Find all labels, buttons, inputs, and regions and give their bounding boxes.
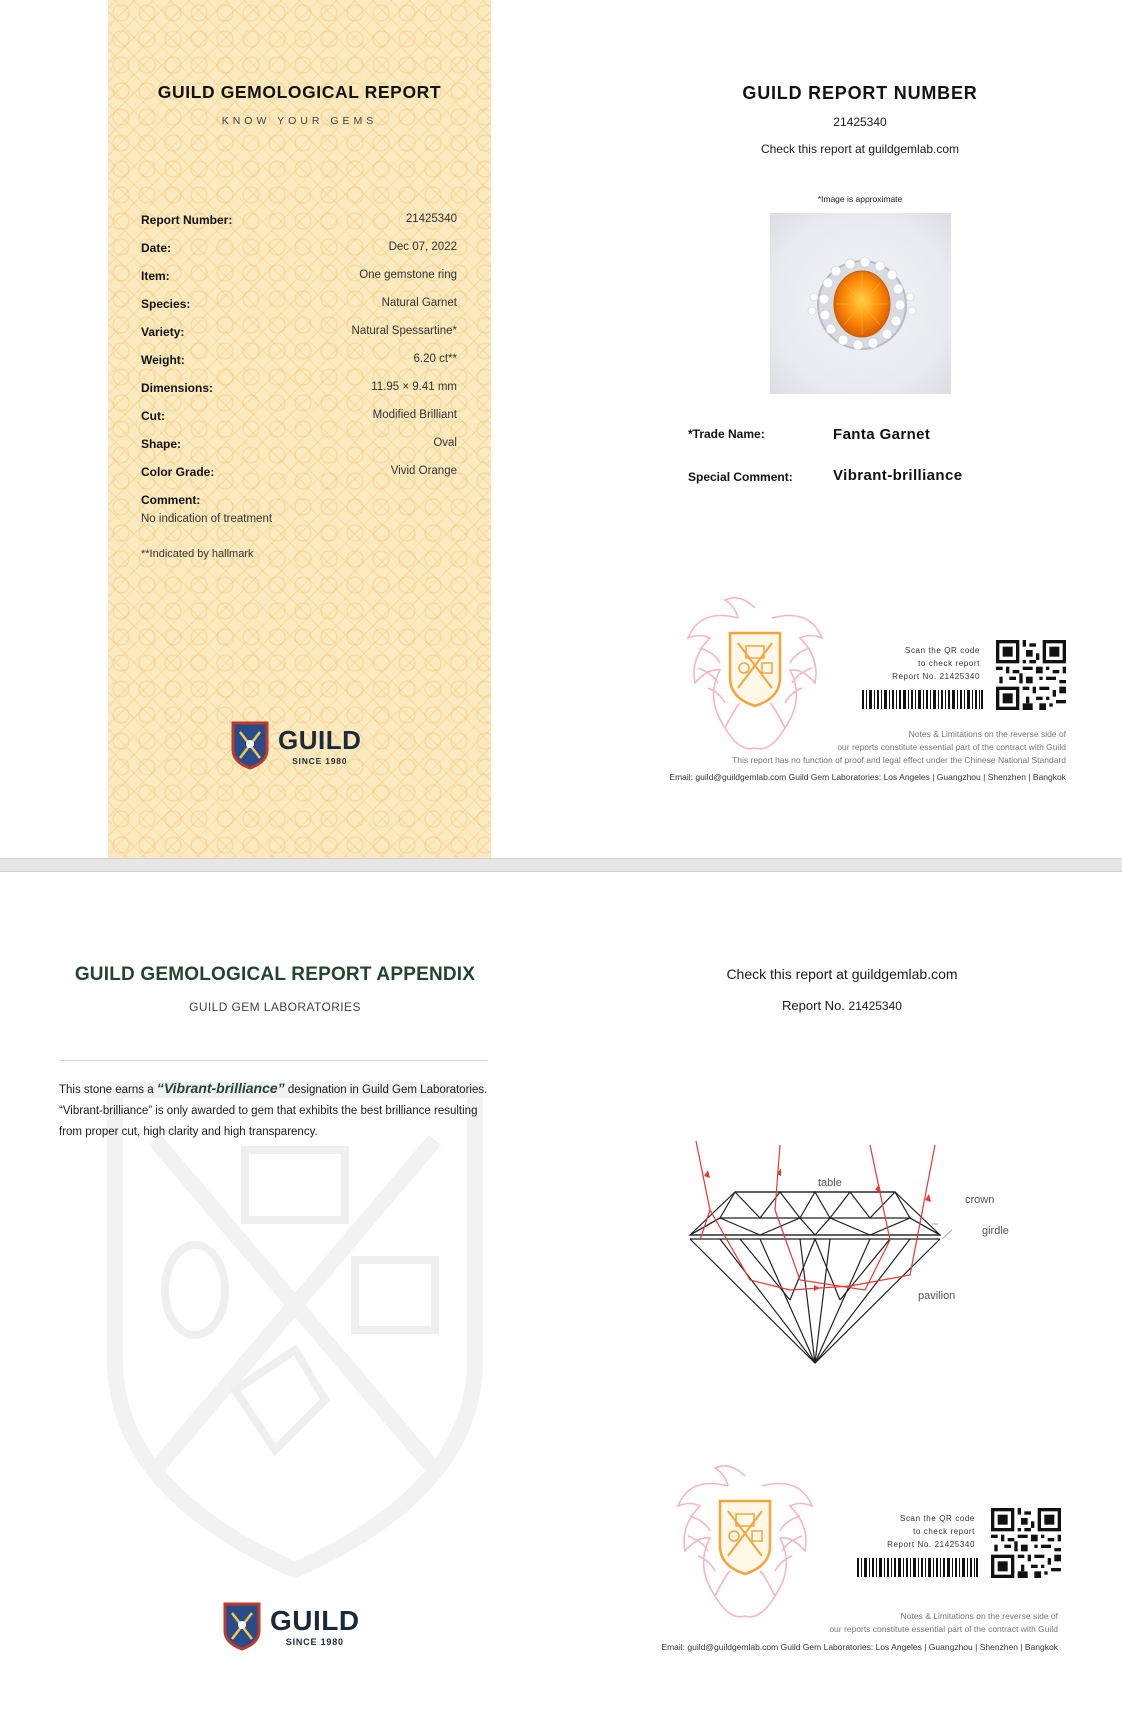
qr-line2: to check report [918,659,980,668]
guild-shield-icon [230,720,270,770]
qr-line3: Report No. 21425340 [887,1540,975,1549]
field-weight [141,353,457,373]
qr-line1: Scan the QR code [900,1514,975,1523]
guild-logo-appendix [222,1600,360,1652]
field-label: Species: [141,297,191,311]
field-shape [141,437,457,457]
field-value: One gemstone ring [359,269,457,281]
field-variety [141,325,457,345]
special-comment-value: Vibrant-brilliance [833,467,963,484]
report-title: GUILD GEMOLOGICAL REPORT [157,82,442,102]
field-label: Shape: [141,437,182,451]
field-label: Dimensions: [141,381,214,395]
field-label: Variety: [141,325,185,339]
notes-line2: our reports constitute essential part of the contract with Guild [829,1624,1058,1634]
appendix-report-no [642,998,1042,1013]
field-value: Vivid Orange [390,465,457,477]
page-divider [0,858,1122,872]
field-label: Report Number: [141,213,233,227]
notes-line3: This report has no function of proof and legal effect under the Chinese National Standard [732,755,1066,765]
field-value: Oval [433,437,457,449]
appendix-title: GUILD GEMOLOGICAL REPORT APPENDIX [74,964,476,985]
field-date [141,241,457,261]
field-label: Item: [141,269,170,283]
appendix-body [59,1078,491,1143]
field-item [141,269,457,289]
logo-text: GUILD [278,724,362,755]
label-crown: crown [965,1194,995,1206]
guild-shield-icon [222,1600,262,1652]
qr-code[interactable] [991,1508,1061,1578]
report-number-value: 21425340 [833,115,887,129]
report-no-label: Report No. [782,998,845,1013]
ring-image [770,213,951,394]
appendix-check-text: Check this report at guildgemlab.com [726,966,958,982]
field-value: Natural Spessartine* [351,325,457,337]
field-dimensions [141,381,457,401]
qr-caption-appendix [775,1512,975,1551]
notes-limitations [560,728,1066,767]
logo-since: SINCE 1980 [292,755,348,766]
qr-line2: to check report [913,1527,975,1536]
field-value: Modified Brilliant [372,409,457,421]
gem-ring-photo [770,213,951,394]
report-left-panel [108,0,491,858]
barcode [862,690,983,709]
contact-line: Email: guild@guildgemlab.com Guild Gem Laboratories: Los Angeles | Guangzhou | Shenzhen | Bangkok [669,772,1066,782]
label-table: table [818,1177,842,1189]
notes-line2: our reports constitute essential part of the contract with Guild [837,742,1066,752]
diamond-light-diagram [680,1140,1060,1370]
field-value: 21425340 [405,213,457,225]
body-text-post: designation in Guild Gem Laboratories. “Vibrant-brilliance” is only awarded to gem that exhibits the best brilliance resulting from proper cut, high clarity and high transparency. [59,1084,488,1138]
special-comment-label: Special Comment: [688,470,793,484]
field-label: Cut: [141,409,165,423]
notes-limitations-appendix [560,1610,1058,1636]
field-value: Dec 07, 2022 [388,241,457,253]
field-report-number [141,213,457,233]
qr-caption [780,644,980,683]
report-subtitle: KNOW YOUR GEMS [221,115,378,127]
body-text-pre: This stone earns a [59,1084,157,1096]
field-color-grade [141,465,457,485]
field-value: 11.95 × 9.41 mm [371,381,457,393]
field-label: Color Grade: [141,465,215,479]
comment-label: Comment: [141,493,201,507]
notes-line1: Notes & Limitations on the reverse side of [908,729,1066,739]
qr-line1: Scan the QR code [905,646,980,655]
guild-logo [230,720,361,770]
report-number-title: GUILD REPORT NUMBER [742,83,978,103]
field-label: Date: [141,241,172,255]
image-note: *Image is approximate [817,194,903,204]
appendix-subtitle: GUILD GEM LABORATORIES [189,1000,361,1014]
hallmark-note: **Indicated by hallmark [141,548,254,560]
field-value: Natural Garnet [381,297,457,309]
contact-line-appendix: Email: guild@guildgemlab.com Guild Gem Laboratories: Los Angeles | Guangzhou | Shenzhen | Bangkok [661,1642,1058,1652]
logo-text: GUILD [270,1605,360,1636]
field-value: 6.20 ct** [413,353,457,365]
check-report-text: Check this report at guildgemlab.com [760,142,960,156]
trade-name-label: *Trade Name: [688,427,765,441]
comment-value: No indication of treatment [141,513,273,525]
field-label: Weight: [141,353,185,367]
report-no-value: 21425340 [848,999,902,1013]
barcode [857,1558,978,1577]
qr-code[interactable] [996,640,1066,710]
qr-line3: Report No. 21425340 [892,672,980,681]
label-pavilion: pavilion [918,1290,956,1302]
field-species [141,297,457,317]
notes-line1: Notes & Limitations on the reverse side of [900,1611,1058,1621]
field-cut [141,409,457,429]
label-girdle: girdle [982,1225,1009,1237]
body-emphasis: “Vibrant-brilliance” [156,1080,285,1096]
logo-since: SINCE 1980 [285,1637,344,1647]
trade-name-value: Fanta Garnet [833,426,931,443]
